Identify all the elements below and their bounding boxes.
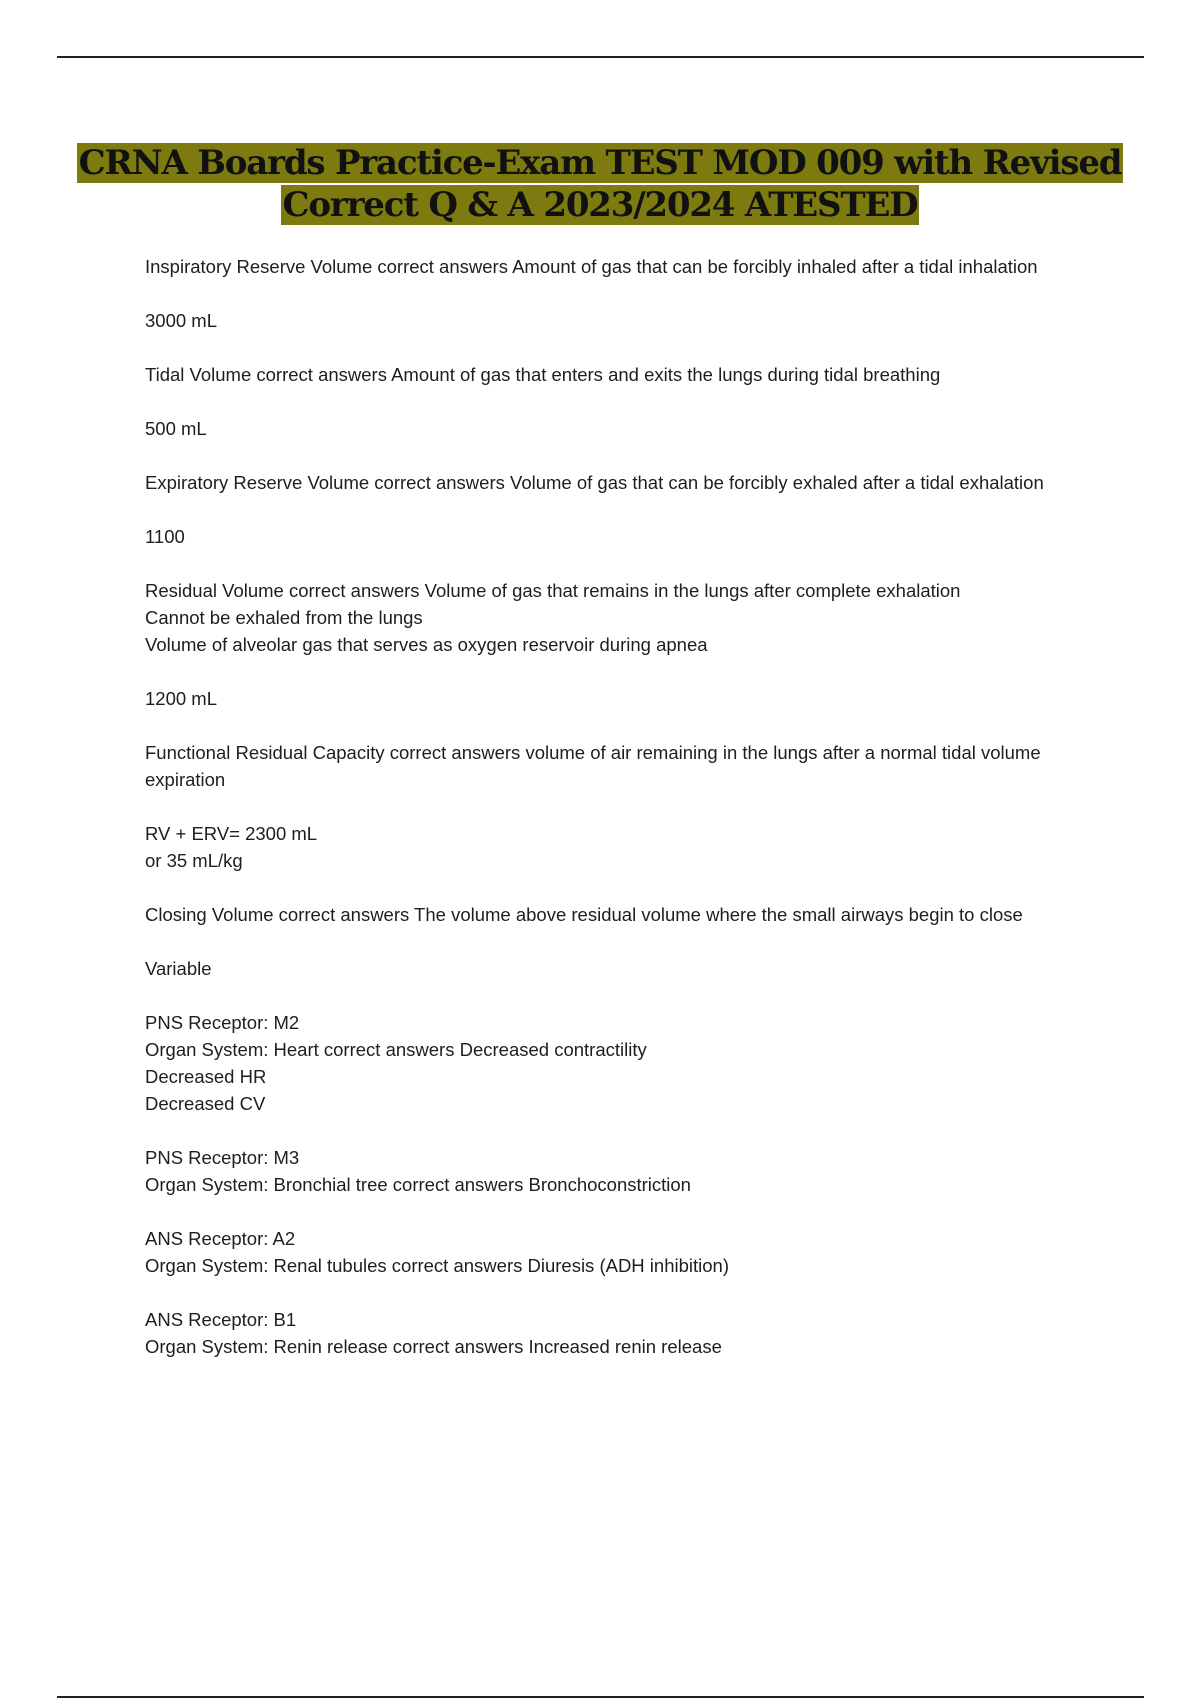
qa-entry — [145, 577, 1075, 658]
entry-line: PNS Receptor: M2 — [145, 1012, 300, 1033]
entry-line: Decreased CV — [145, 1093, 266, 1114]
entry-line: Organ System: Heart correct answers Decreased contractility — [145, 1039, 647, 1060]
entry-line: Variable — [145, 958, 212, 979]
qa-entry — [145, 1225, 1075, 1279]
entry-line: Residual Volume correct answers Volume of gas that remains in the lungs after complete exhalation — [145, 580, 961, 601]
entry-line: 500 mL — [145, 418, 207, 439]
entry-line: RV + ERV= 2300 mL — [145, 823, 318, 844]
qa-entry — [145, 901, 1075, 928]
qa-entry — [145, 820, 1075, 874]
entry-line: Organ System: Bronchial tree correct answers Bronchoconstriction — [145, 1174, 691, 1195]
entry-line: Decreased HR — [145, 1066, 267, 1087]
entry-line: Inspiratory Reserve Volume correct answers Amount of gas that can be forcibly inhaled after a tidal inhalation — [145, 256, 1038, 277]
top-rule — [57, 56, 1144, 58]
qa-entry — [145, 1144, 1075, 1198]
qa-entry — [145, 1009, 1075, 1117]
entry-line: Volume of alveolar gas that serves as oxygen reservoir during apnea — [145, 634, 708, 655]
qa-entry — [145, 307, 1075, 334]
title-line-1: CRNA Boards Practice-Exam TEST MOD 009 with Revised — [78, 143, 1122, 183]
qa-entry — [145, 685, 1075, 712]
document-body — [145, 253, 1075, 1387]
qa-entry — [145, 739, 1075, 793]
entry-line: Closing Volume correct answers The volume above residual volume where the small airways begin to close — [145, 904, 1023, 925]
bottom-rule — [57, 1696, 1144, 1698]
qa-entry — [145, 1306, 1075, 1360]
qa-entry — [145, 415, 1075, 442]
entry-line: or 35 mL/kg — [145, 850, 243, 871]
entry-line: Organ System: Renin release correct answers Increased renin release — [145, 1336, 722, 1357]
entry-line: Functional Residual Capacity correct answers volume of air remaining in the lungs after a normal tidal volume expiration — [145, 742, 1041, 790]
entry-line: 1100 — [145, 526, 185, 547]
entry-line: Tidal Volume correct answers Amount of gas that enters and exits the lungs during tidal breathing — [145, 364, 941, 385]
entry-line: 1200 mL — [145, 688, 217, 709]
entry-line: Organ System: Renal tubules correct answers Diuresis (ADH inhibition) — [145, 1255, 729, 1276]
entry-line: ANS Receptor: B1 — [145, 1309, 297, 1330]
title-line-2: Correct Q & A 2023/2024 ATESTED — [282, 185, 918, 225]
qa-entry — [145, 469, 1075, 496]
qa-entry — [145, 253, 1075, 280]
entry-line: Cannot be exhaled from the lungs — [145, 607, 423, 628]
qa-entry — [145, 955, 1075, 982]
entry-line: PNS Receptor: M3 — [145, 1147, 300, 1168]
entry-line: ANS Receptor: A2 — [145, 1228, 296, 1249]
entry-line: 3000 mL — [145, 310, 217, 331]
document-title — [60, 142, 1140, 226]
entry-line: Expiratory Reserve Volume correct answers Volume of gas that can be forcibly exhaled after a tidal exhalation — [145, 472, 1044, 493]
qa-entry — [145, 523, 1075, 550]
qa-entry — [145, 361, 1075, 388]
